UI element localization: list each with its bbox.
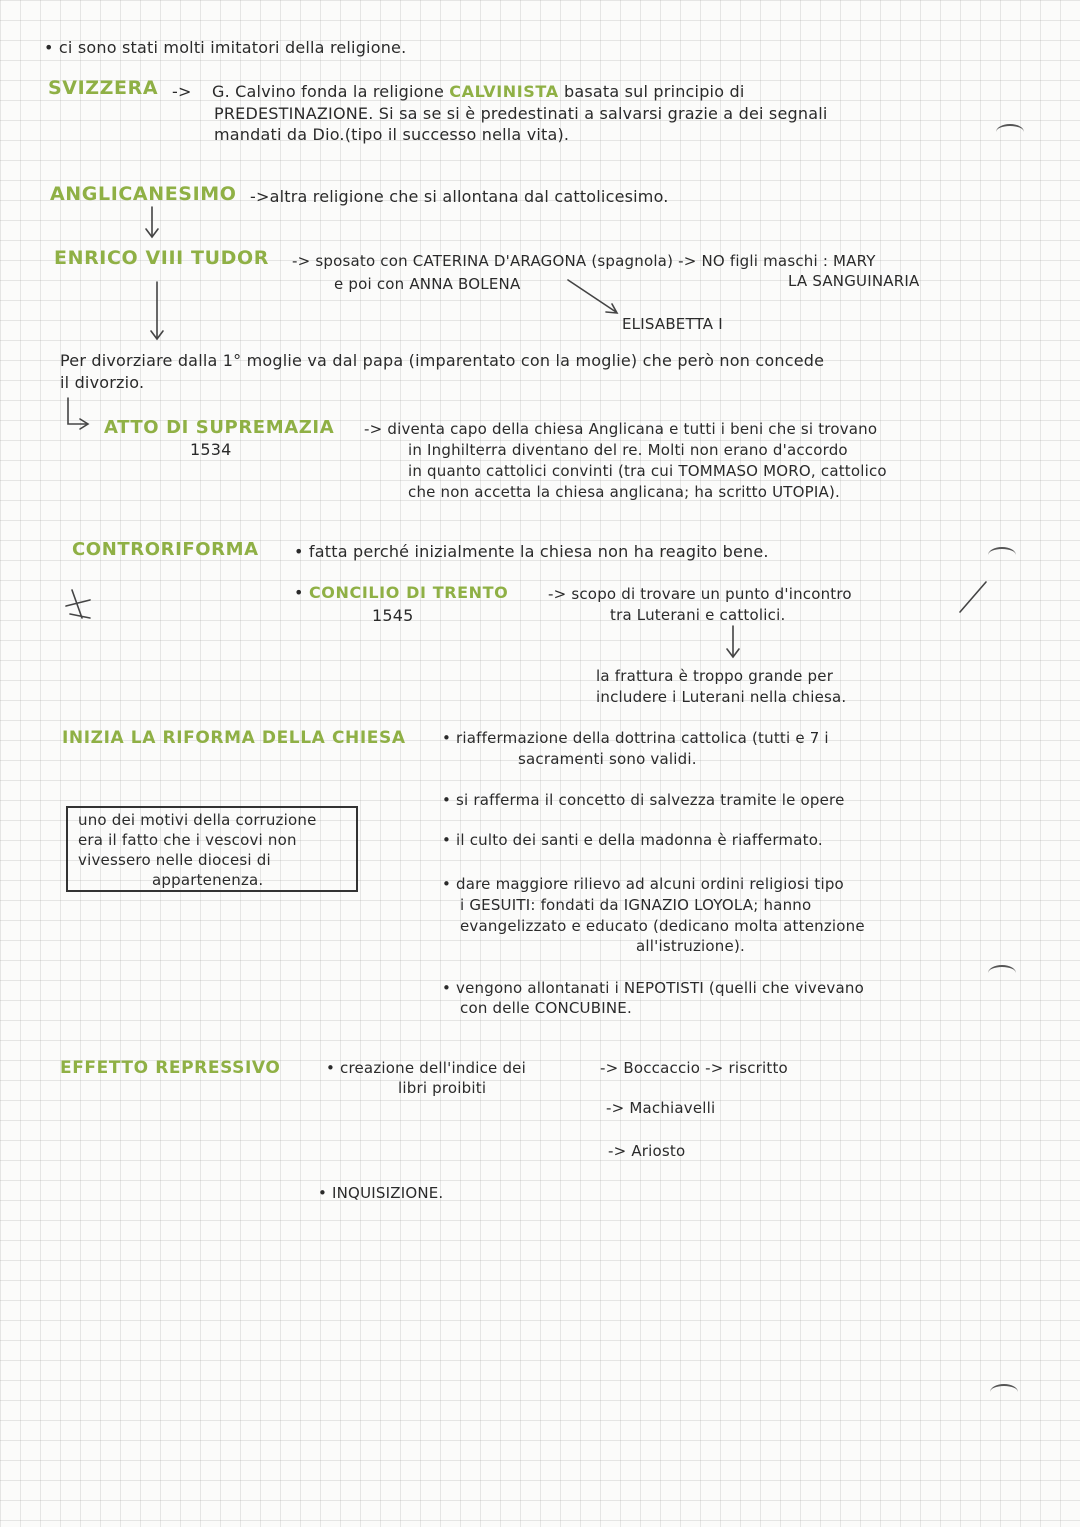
concilio-heading: CONCILIO DI TRENTO [308, 583, 509, 602]
riforma-b4-line3: evangelizzato e educato (dedicano molta attenzione [460, 917, 865, 935]
riforma-heading: INIZIA LA RIFORMA DELLA CHIESA [62, 728, 406, 748]
concilio-bullet: • CONCILIO DI TRENTO [294, 583, 509, 602]
atto-line2: in Inghilterra diventano del re. Molti non erano d'accordo [408, 441, 848, 459]
box-line4: appartenenza. [152, 871, 264, 889]
autore-ariosto: -> Ariosto [608, 1142, 686, 1160]
box-line2: era il fatto che i vescovi non [78, 831, 297, 849]
atto-line4: che non accetta la chiesa anglicana; ha scritto UTOPIA). [408, 483, 840, 501]
concilio-line2: tra Luterani e cattolici. [610, 606, 786, 624]
anglicanesimo-text: ->altra religione che si allontana dal cattolicesimo. [250, 187, 669, 206]
atto-heading: ATTO DI SUPREMAZIA [104, 417, 335, 438]
riforma-b1-line2: sacramenti sono validi. [518, 750, 697, 768]
enrico-heading: ENRICO VIII TUDOR [54, 247, 269, 269]
effetto-heading: EFFETTO REPRESSIVO [60, 1058, 281, 1078]
svizzera-line2: PREDESTINAZIONE. Si sa se si è predestinati a salvarsi grazie a dei segnali [214, 104, 828, 123]
inquisizione: • INQUISIZIONE. [318, 1184, 444, 1202]
box-line3: vivessero nelle diocesi di [78, 851, 271, 869]
riforma-b1-line1: • riaffermazione della dottrina cattolica (tutti e 7 i [442, 729, 829, 747]
controriforma-bullet1: • fatta perché inizialmente la chiesa non ha reagito bene. [294, 542, 769, 561]
binder-hole-mark [996, 124, 1024, 140]
svizzera-heading: SVIZZERA [48, 77, 159, 99]
frattura-line2: includere i Luterani nella chiesa. [596, 688, 847, 706]
riforma-b5-line1: • vengono allontanati i NEPOTISTI (quelli che vivevano [442, 979, 864, 997]
riforma-b5-line2: con delle CONCUBINE. [460, 999, 632, 1017]
box-line1: uno dei motivi della corruzione [78, 811, 317, 829]
svizzera-arrow: -> [172, 82, 192, 101]
concilio-year: 1545 [372, 606, 414, 625]
intro-note: • ci sono stati molti imitatori della religione. [44, 38, 407, 57]
frattura-line1: la frattura è troppo grande per [596, 667, 834, 685]
autore-machiavelli: -> Machiavelli [606, 1099, 716, 1117]
atto-year: 1534 [190, 440, 232, 459]
atto-line1: -> diventa capo della chiesa Anglicana e tutti i beni che si trovano [364, 420, 878, 438]
autore-boccaccio: -> Boccaccio -> riscritto [600, 1059, 788, 1077]
riforma-b4-line4: all'istruzione). [636, 937, 745, 955]
indice-line1: • creazione dell'indice dei [326, 1059, 526, 1077]
binder-hole-mark [988, 547, 1016, 563]
binder-hole-mark [988, 965, 1016, 981]
divorzio-line1: Per divorziare dalla 1° moglie va dal papa (imparentato con la moglie) che però non concede [60, 351, 825, 370]
riforma-b4-line2: i GESUITI: fondati da IGNAZIO LOYOLA; hanno [460, 896, 812, 914]
mary-epithet: LA SANGUINARIA [788, 272, 920, 290]
concilio-line1: -> scopo di trovare un punto d'incontro [548, 585, 852, 603]
riforma-b4-line1: • dare maggiore rilievo ad alcuni ordini religiosi tipo [442, 875, 844, 893]
divorzio-line2: il divorzio. [60, 373, 145, 392]
enrico-line1: -> sposato con CATERINA D'ARAGONA (spagnola) -> NO figli maschi : MARY [292, 252, 876, 270]
anglicanesimo-heading: ANGLICANESIMO [50, 183, 237, 205]
enrico-line2: e poi con ANNA BOLENA [334, 275, 521, 293]
calvinista-term: CALVINISTA [449, 82, 559, 101]
indice-line2: libri proibiti [398, 1079, 487, 1097]
controriforma-heading: CONTRORIFORMA [72, 539, 259, 560]
elisabetta-label: ELISABETTA I [622, 315, 723, 333]
riforma-b3: • il culto dei santi e della madonna è riaffermato. [442, 831, 823, 849]
atto-line3: in quanto cattolici convinti (tra cui TOMMASO MORO, cattolico [408, 462, 887, 480]
svizzera-line3: mandati da Dio.(tipo il successo nella vita). [214, 125, 570, 144]
binder-hole-mark [990, 1384, 1018, 1400]
svizzera-line1: G. Calvino fonda la religione CALVINISTA basata sul principio di [212, 82, 745, 101]
corruzione-note-box [66, 806, 358, 892]
riforma-b2: • si rafferma il concetto di salvezza tramite le opere [442, 791, 845, 809]
